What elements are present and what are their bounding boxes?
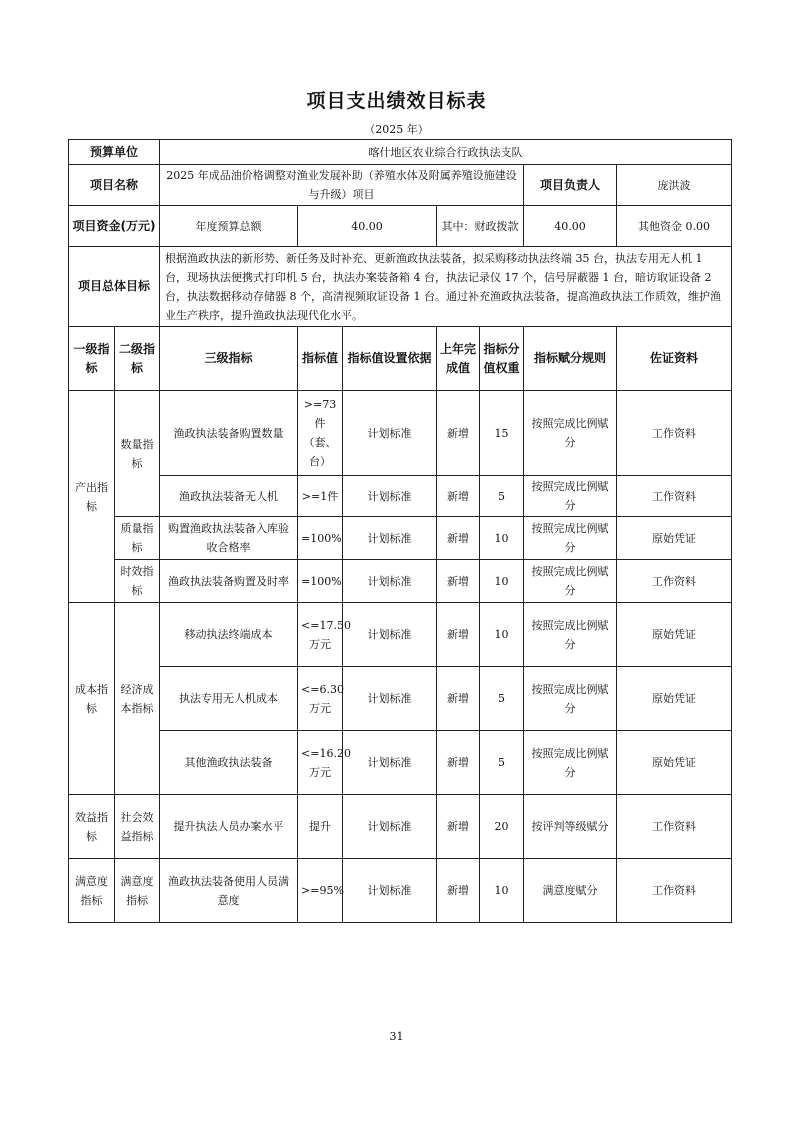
col-level3: 三级指标 bbox=[160, 327, 298, 391]
annual-budget-label: 年度预算总额 bbox=[160, 206, 298, 247]
funds-row bbox=[69, 206, 732, 247]
page-number: 31 bbox=[389, 1030, 404, 1043]
indicator-rule: 按评判等级赋分 bbox=[524, 795, 617, 859]
table-row bbox=[69, 795, 732, 859]
indicator-rule: 满意度赋分 bbox=[524, 859, 617, 923]
other-funds-value bbox=[617, 206, 732, 247]
indicator-last-year: 新增 bbox=[437, 731, 480, 795]
indicator-evidence: 原始凭证 bbox=[617, 667, 732, 731]
indicator-value: =100% bbox=[298, 560, 343, 603]
col-weight: 指标分值权重 bbox=[480, 327, 524, 391]
indicator-value: <=17.50万元 bbox=[298, 603, 343, 667]
performance-table bbox=[68, 139, 732, 923]
indicator-value: >=95% bbox=[298, 859, 343, 923]
column-header-row bbox=[69, 327, 732, 391]
other-funds-amount: 0.00 bbox=[685, 219, 711, 233]
col-evidence: 佐证资料 bbox=[617, 327, 732, 391]
indicator-basis: 计划标准 bbox=[343, 476, 437, 517]
indicator-value: >=73件（套、台） bbox=[298, 391, 343, 476]
subgroup-quantity: 数量指标 bbox=[115, 391, 160, 517]
indicator-basis: 计划标准 bbox=[343, 859, 437, 923]
col-value: 指标值 bbox=[298, 327, 343, 391]
project-name-label: 项目名称 bbox=[69, 165, 160, 206]
project-leader-label: 项目负责人 bbox=[524, 165, 617, 206]
col-level2: 二级指标 bbox=[115, 327, 160, 391]
fiscal-label: 其中：财政拨款 bbox=[437, 206, 524, 247]
goal-label: 项目总体目标 bbox=[69, 247, 160, 327]
indicator-evidence: 工作资料 bbox=[617, 795, 732, 859]
subgroup-satisfaction: 满意度指标 bbox=[115, 859, 160, 923]
indicator-basis: 计划标准 bbox=[343, 731, 437, 795]
indicator-value: >=1件 bbox=[298, 476, 343, 517]
indicator-rule: 按照完成比例赋分 bbox=[524, 603, 617, 667]
indicator-name: 渔政执法装备购置及时率 bbox=[160, 560, 298, 603]
indicator-name: 提升执法人员办案水平 bbox=[160, 795, 298, 859]
indicator-basis: 计划标准 bbox=[343, 603, 437, 667]
indicator-last-year: 新增 bbox=[437, 476, 480, 517]
indicator-name: 购置渔政执法装备入库验收合格率 bbox=[160, 517, 298, 560]
col-rule: 指标赋分规则 bbox=[524, 327, 617, 391]
indicator-evidence: 原始凭证 bbox=[617, 517, 732, 560]
page-title: 项目支出绩效目标表 bbox=[306, 90, 487, 112]
indicator-basis: 计划标准 bbox=[343, 667, 437, 731]
col-last-year: 上年完成值 bbox=[437, 327, 480, 391]
goal-row bbox=[69, 247, 732, 327]
indicator-rule: 按照完成比例赋分 bbox=[524, 560, 617, 603]
indicator-last-year: 新增 bbox=[437, 560, 480, 603]
group-benefit: 效益指标 bbox=[69, 795, 115, 859]
indicator-name: 移动执法终端成本 bbox=[160, 603, 298, 667]
subgroup-timeliness: 时效指标 bbox=[115, 560, 160, 603]
subgroup-economic-cost: 经济成本指标 bbox=[115, 603, 160, 795]
indicator-last-year: 新增 bbox=[437, 391, 480, 476]
indicator-value: =100% bbox=[298, 517, 343, 560]
table-row bbox=[69, 667, 732, 731]
indicator-value: <=6.30万元 bbox=[298, 667, 343, 731]
indicator-last-year: 新增 bbox=[437, 603, 480, 667]
indicator-weight: 10 bbox=[480, 603, 524, 667]
indicator-weight: 15 bbox=[480, 391, 524, 476]
indicator-weight: 10 bbox=[480, 517, 524, 560]
indicator-name: 渔政执法装备无人机 bbox=[160, 476, 298, 517]
project-name-row bbox=[69, 165, 732, 206]
indicator-basis: 计划标准 bbox=[343, 795, 437, 859]
col-level1: 一级指标 bbox=[69, 327, 115, 391]
table-row bbox=[69, 859, 732, 923]
indicator-value: <=16.20万元 bbox=[298, 731, 343, 795]
indicator-rule: 按照完成比例赋分 bbox=[524, 731, 617, 795]
indicator-evidence: 原始凭证 bbox=[617, 731, 732, 795]
indicator-last-year: 新增 bbox=[437, 859, 480, 923]
funds-label: 项目资金(万元) bbox=[69, 206, 160, 247]
indicator-weight: 5 bbox=[480, 731, 524, 795]
other-funds-label: 其他资金 bbox=[638, 219, 683, 233]
indicator-rule: 按照完成比例赋分 bbox=[524, 391, 617, 476]
col-basis: 指标值设置依据 bbox=[343, 327, 437, 391]
subgroup-social-benefit: 社会效益指标 bbox=[115, 795, 160, 859]
indicator-evidence: 工作资料 bbox=[617, 476, 732, 517]
table-row bbox=[69, 391, 732, 476]
indicator-name: 其他渔政执法装备 bbox=[160, 731, 298, 795]
table-row bbox=[69, 560, 732, 603]
indicator-name: 渔政执法装备使用人员满意度 bbox=[160, 859, 298, 923]
group-satisfaction: 满意度指标 bbox=[69, 859, 115, 923]
budget-unit-row bbox=[69, 140, 732, 165]
table-row bbox=[69, 731, 732, 795]
indicator-weight: 20 bbox=[480, 795, 524, 859]
fiscal-value: 40.00 bbox=[524, 206, 617, 247]
year-label: （2025 年） bbox=[364, 123, 429, 136]
indicator-value: 提升 bbox=[298, 795, 343, 859]
indicator-basis: 计划标准 bbox=[343, 517, 437, 560]
budget-unit-value: 喀什地区农业综合行政执法支队 bbox=[160, 140, 732, 165]
indicator-evidence: 工作资料 bbox=[617, 859, 732, 923]
table-row bbox=[69, 603, 732, 667]
indicator-name: 执法专用无人机成本 bbox=[160, 667, 298, 731]
indicator-rule: 按照完成比例赋分 bbox=[524, 517, 617, 560]
project-leader-value: 庞洪波 bbox=[617, 165, 732, 206]
indicator-name: 渔政执法装备购置数量 bbox=[160, 391, 298, 476]
group-output: 产出指标 bbox=[69, 391, 115, 603]
indicator-evidence: 原始凭证 bbox=[617, 603, 732, 667]
indicator-basis: 计划标准 bbox=[343, 391, 437, 476]
indicator-evidence: 工作资料 bbox=[617, 391, 732, 476]
project-name-value: 2025 年成品油价格调整对渔业发展补助（养殖水体及附属养殖设施建设与升级）项目 bbox=[160, 165, 524, 206]
goal-text: 根据渔政执法的新形势、新任务及时补充、更新渔政执法装备，拟采购移动执法终端 35 台，执法专用无人机 1 台，现场执法便携式打印机 5 台，执法办案装备箱 4 台，执法记录仪 17 个，信号屏蔽器 1 台，暗访取证设备 2 台，执法数据移动存储器 8 个，高清视频取证设备 1 台。通过补充渔政执法装备，提高渔政执法工作质效，维护渔业生产秩序，提升渔政执法现代化水平。 bbox=[160, 247, 732, 327]
annual-budget-value: 40.00 bbox=[298, 206, 437, 247]
budget-unit-label: 预算单位 bbox=[69, 140, 160, 165]
indicator-weight: 10 bbox=[480, 859, 524, 923]
indicator-last-year: 新增 bbox=[437, 795, 480, 859]
group-cost: 成本指标 bbox=[69, 603, 115, 795]
indicator-basis: 计划标准 bbox=[343, 560, 437, 603]
indicator-weight: 5 bbox=[480, 476, 524, 517]
table-row bbox=[69, 517, 732, 560]
indicator-weight: 10 bbox=[480, 560, 524, 603]
indicator-rule: 按照完成比例赋分 bbox=[524, 667, 617, 731]
indicator-rule: 按照完成比例赋分 bbox=[524, 476, 617, 517]
subgroup-quality: 质量指标 bbox=[115, 517, 160, 560]
indicator-weight: 5 bbox=[480, 667, 524, 731]
indicator-evidence: 工作资料 bbox=[617, 560, 732, 603]
table-row bbox=[69, 476, 732, 517]
indicator-last-year: 新增 bbox=[437, 667, 480, 731]
indicator-last-year: 新增 bbox=[437, 517, 480, 560]
